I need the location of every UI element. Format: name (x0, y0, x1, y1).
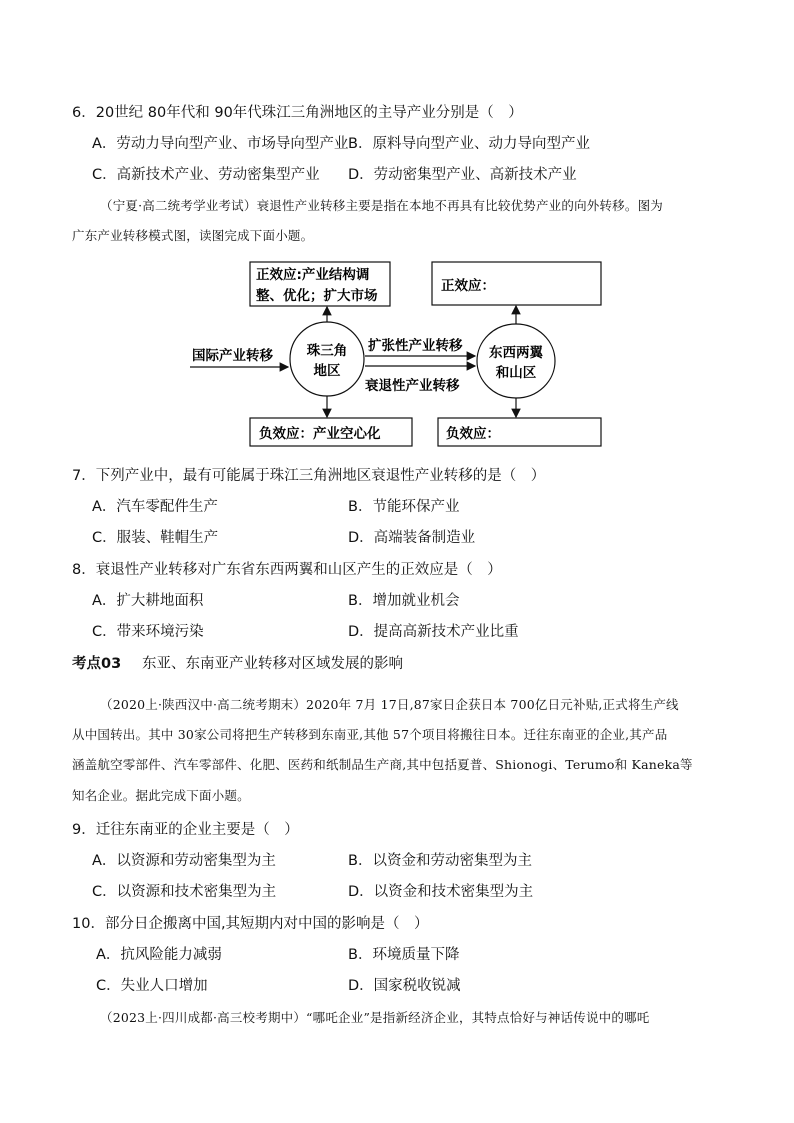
q6-option-b: B．原料导向型产业、动力导向型产业 (348, 136, 590, 152)
q6-option-d: D．劳动密集型产业、高新技术产业 (348, 167, 577, 183)
q9-option-c: C．以资源和技术密集型为主 (92, 884, 277, 900)
q9-option-a: A．以资源和劳动密集型为主 (92, 853, 276, 869)
intro-paragraph-2-line-1: （2020上·陕西汉中·高二统考期末）2020年 7月 17日,87家日企获日本 700亿日元补贴,正式将生产线 (100, 697, 679, 712)
section-label: 考点03 (72, 656, 122, 672)
q10-option-b: B．环境质量下降 (348, 947, 460, 963)
expansion-transfer-label: 扩张性产业转移 (368, 338, 463, 354)
q10-option-a: A．抗风险能力减弱 (96, 947, 222, 963)
pearl-river-delta-line-2: 地区 (313, 363, 341, 379)
international-transfer-label: 国际产业转移 (192, 348, 273, 364)
east-west-mountain-line-1: 东西两翼 (489, 345, 543, 361)
q6-option-a: A．劳动力导向型产业、市场导向型产业 (92, 136, 349, 152)
q7-option-d: D．高端装备制造业 (348, 530, 476, 546)
negative-effect-right-label: 负效应： (446, 426, 500, 442)
q8-stem: 8．衰退性产业转移对广东省东西两翼和山区产生的正效应是（ ） (72, 562, 502, 578)
q10-option-c: C．失业人口增加 (96, 978, 208, 994)
q10-stem: 10．部分日企搬离中国,其短期内对中国的影响是（ ） (72, 916, 429, 932)
intro-paragraph-1-line-2: 广东产业转移模式图，读图完成下面小题。 (72, 228, 314, 243)
negative-effect-left-label: 负效应：产业空心化 (259, 426, 381, 442)
q7-option-c: C．服装、鞋帽生产 (92, 530, 219, 546)
q6-option-c: C．高新技术产业、劳动密集型产业 (92, 167, 320, 183)
positive-effect-right-label: 正效应： (441, 278, 495, 294)
intro-paragraph-3-line-1: （2023上·四川成都·高三校考期中）“哪吒企业”是指新经济企业，其特点恰好与神话传说中的哪吒 (100, 1010, 650, 1025)
q8-option-b: B．增加就业机会 (348, 593, 460, 609)
intro-paragraph-2-line-2: 从中国转出。其中 30家公司将把生产转移到东南亚,其他 57个项目将搬往日本。迁往东南亚的企业,其产品 (72, 727, 668, 742)
pearl-river-delta-line-1: 珠三角 (306, 343, 348, 359)
industry-transfer-diagram (0, 0, 794, 460)
pearl-river-delta-circle (290, 322, 364, 396)
q9-option-d: D．以资金和技术密集型为主 (348, 884, 534, 900)
q8-option-c: C．带来环境污染 (92, 624, 204, 640)
q8-option-d: D．提高高新技术产业比重 (348, 624, 519, 640)
recession-transfer-label: 衰退性产业转移 (365, 378, 460, 394)
q9-stem: 9．迁往东南亚的企业主要是（ ） (72, 822, 299, 838)
intro-paragraph-2-line-3: 涵盖航空零部件、汽车零部件、化肥、医药和纸制品生产商,其中包括夏普、Shionogi、Terumo和 Kaneka等 (72, 757, 693, 772)
q7-option-a: A．汽车零配件生产 (92, 499, 218, 515)
positive-effect-left-line-1: 正效应:产业结构调 (256, 267, 370, 283)
section-title: 东亚、东南亚产业转移对区域发展的影响 (142, 656, 403, 672)
q7-stem: 7．下列产业中，最有可能属于珠江三角洲地区衰退性产业转移的是（ ） (72, 468, 546, 484)
q8-option-a: A．扩大耕地面积 (92, 593, 204, 609)
q10-option-d: D．国家税收锐减 (348, 978, 461, 994)
east-west-mountain-circle (477, 324, 555, 398)
q7-option-b: B．节能环保产业 (348, 499, 460, 515)
positive-effect-left-line-2: 整、优化；扩大市场 (256, 288, 378, 304)
intro-paragraph-2-line-4: 知名企业。据此完成下面小题。 (72, 788, 250, 803)
intro-paragraph-1-line-1: （宁夏·高二统考学业考试）衰退性产业转移主要是指在本地不再具有比较优势产业的向外转移。图为 (100, 198, 663, 213)
q6-stem: 6．20世纪 80年代和 90年代珠江三角洲地区的主导产业分别是（ ） (72, 105, 523, 121)
east-west-mountain-line-2: 和山区 (495, 365, 537, 381)
q9-option-b: B．以资金和劳动密集型为主 (348, 853, 532, 869)
